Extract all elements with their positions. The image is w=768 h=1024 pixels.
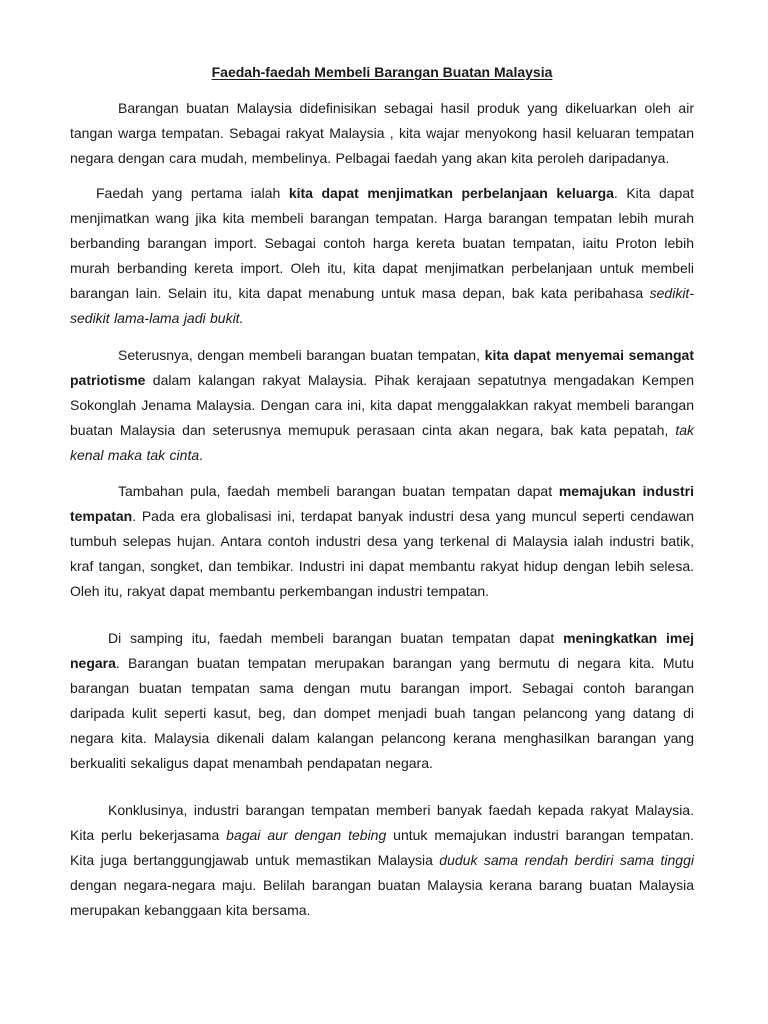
bold-phrase: kita dapat menyemai semangat patriotisme — [70, 347, 694, 388]
paragraph-introduction — [70, 96, 694, 171]
italic-proverb: tak kenal maka tak cinta — [70, 422, 694, 463]
text-run: dalam kalangan rakyat Malaysia. Pihak kerajaan sepatutnya mengadakan Kempen Sokonglah Jenama Malaysia. Dengan cara ini, kita dapat menggalakkan rakyat membeli barangan buatan Malaysia dan seterusnya memupuk perasaan cinta akan negara, bak kata pepatah, — [70, 372, 694, 438]
italic-proverb: bagai aur dengan tebing — [226, 827, 387, 843]
bold-phrase: memajukan industri tempatan — [70, 483, 694, 524]
italic-proverb: duduk sama rendah berdiri sama tinggi — [439, 852, 694, 868]
text-run: Barangan buatan Malaysia didefinisikan sebagai hasil produk yang dikeluarkan oleh air tangan warga tempatan. Sebagai rakyat Malaysia , kita wajar menyokong hasil keluaran tempatan negara dengan cara mudah, membelinya. Pelbagai faedah yang akan kita peroleh daripadanya. — [70, 100, 694, 166]
paragraph-local-industry — [70, 479, 694, 604]
text-run: . Kita dapat menjimatkan wang jika kita membeli barangan tempatan. Harga barangan tempatan lebih murah berbanding barangan import. Sebagai contoh harga kereta buatan tempatan, iaitu Proton lebih murah berbanding kereta import. Oleh itu, kita dapat menjimatkan perbelanjaan untuk membeli barangan lain. Selain itu, kita dapat menabung untuk masa depan, bak kata peribahasa — [70, 185, 695, 301]
text-run: Faedah yang pertama ialah — [96, 185, 289, 201]
paragraph-national-image — [70, 626, 694, 776]
text-run: Di samping itu, faedah membeli barangan buatan tempatan dapat — [108, 630, 564, 646]
document-title: Faedah-faedah Membeli Barangan Buatan Malaysia — [211, 64, 553, 80]
text-run: . — [199, 447, 204, 463]
text-run: . Pada era globalisasi ini, terdapat banyak industri desa yang muncul seperti cendawan tumbuh selepas hujan. Antara contoh industri desa yang terkenal di Malaysia ialah industri batik, kraf tangan, songket, dan tembikar. Industri ini dapat membantu rakyat hidup dengan lebih selesa. Oleh itu, rakyat dapat membantu perkembangan industri tempatan. — [70, 508, 694, 599]
bold-phrase: meningkatkan imej negara — [70, 630, 695, 671]
italic-proverb: sedikit-sedikit lama-lama jadi bukit. — [70, 285, 694, 326]
text-run: Konklusinya, industri barangan tempatan memberi banyak faedah kepada rakyat Malaysia. Kita perlu bekerjasama — [70, 802, 694, 843]
text-run: Seterusnya, dengan membeli barangan buatan tempatan, — [118, 347, 485, 363]
paragraph-conclusion — [70, 798, 694, 923]
bold-phrase: kita dapat menjimatkan perbelanjaan keluarga — [288, 185, 614, 201]
document-page — [70, 0, 694, 1024]
text-run: untuk memajukan industri barangan tempatan. Kita juga bertanggungjawab untuk memastikan Malaysia — [70, 827, 694, 868]
text-run: . Barangan buatan tempatan merupakan barangan yang bermutu di negara kita. Mutu barangan buatan tempatan sama dengan mutu barangan import. Sebagai contoh barangan daripada kulit seperti kasut, beg, dan dompet menjadi buah tangan pelancong yang datang di negara kita. Malaysia dikenali dalam kalangan pelancong kerana menghasilkan barangan yang berkualiti sekaligus dapat menambah pendapatan negara. — [70, 655, 694, 771]
paragraph-save-expenses — [70, 181, 694, 331]
text-run: dengan negara-negara maju. Belilah barangan buatan Malaysia kerana barang buatan Malaysia merupakan kebanggaan kita bersama. — [70, 877, 694, 918]
paragraph-patriotism — [70, 343, 694, 468]
text-run: Tambahan pula, faedah membeli barangan buatan tempatan dapat — [118, 483, 559, 499]
